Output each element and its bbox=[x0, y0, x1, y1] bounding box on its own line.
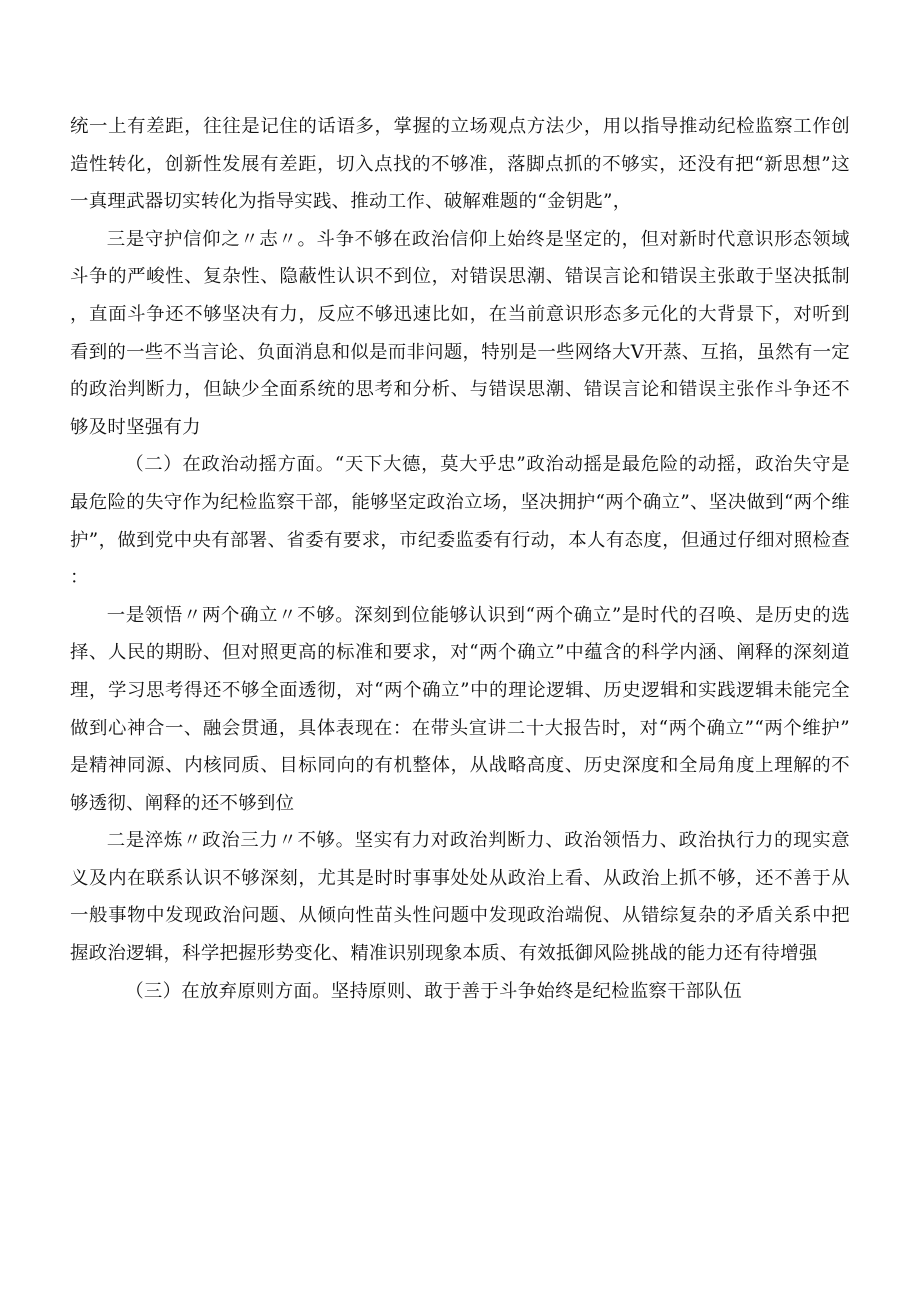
section-heading-three-abandoning-principles: （三）在放弃原则方面。坚持原则、敢于善于斗争始终是纪检监察干部队伍 bbox=[125, 980, 742, 1002]
paragraph-point-one-two-establishments: 一是领悟〃两个确立〃不够。深刻到位能够认识到“两个确立”是时代的召唤、是历史的选择、人民的期盼、但对照更高的标准和要求，对“两个确立”中蕴含的科学内涵、阐释的深刻道理，学习思考得还不够全面透彻，对“两个确立”中的理论逻辑、历史逻辑和实践逻辑未能完全做到心神合一、融会贯通，具体表现在：在带头宣讲二十大报告时，对“两个确立”“两个维护”是精神同源、内核同质、目标同向的有机整体，从战略高度、历史深度和全局角度上理解的不够透彻、阐释的还不够到位 bbox=[70, 604, 850, 814]
section-heading-two-political-wavering: （二）在政治动摇方面。“天下大德，莫大乎忠”政治动摇是最危险的动摇，政治失守是最危险的失守作为纪检监察干部，能够坚定政治立场，坚决拥护“两个确立”、坚决做到“两个维护”，做到党中央有部署、省委有要求，市纪委监委有行动，本人有态度，但通过仔细对照检查： bbox=[70, 454, 850, 589]
paragraph-continued-text: 统一上有差距，往往是记住的话语多，掌握的立场观点方法少，用以指导推动纪检监察工作创造性转化，创新性发展有差距，切入点找的不够准，落脚点抓的不够实，还没有把“新思想”这一真理武器切实转化为指导实践、推动工作、破解难题的“金钥匙”， bbox=[70, 116, 850, 213]
document-body bbox=[70, 108, 850, 1010]
paragraph-point-two-political-capabilities: 二是淬炼〃政治三力〃不够。坚实有力对政治判断力、政治领悟力、政治执行力的现实意义及内在联系认识不够深刻，尤其是时时事事处处从政治上看、从政治上抓不够，还不善于从一般事物中发现政治问题、从倾向性苗头性问题中发现政治端倪、从错综复杂的矛盾关系中把握政治逻辑，科学把握形势变化、精准识别现象本质、有效抵御风险挑战的能力还有待增强 bbox=[70, 830, 850, 965]
paragraph-point-three-faith: 三是守护信仰之〃志〃。斗争不够在政治信仰上始终是坚定的，但对新时代意识形态领域斗争的严峻性、复杂性、隐蔽性认识不到位，对错误思潮、错误言论和错误主张敢于坚决抵制，直面斗争还不够坚决有力，反应不够迅速比如，在当前意识形态多元化的大背景下，对听到看到的一些不当言论、负面消息和似是而非问题，特别是一些网络大V开蒸、互掐，虽然有一定的政治判断力，但缺少全面系统的思考和分析、与错误思潮、错误言论和错误主张作斗争还不够及时坚强有力 bbox=[70, 228, 850, 438]
